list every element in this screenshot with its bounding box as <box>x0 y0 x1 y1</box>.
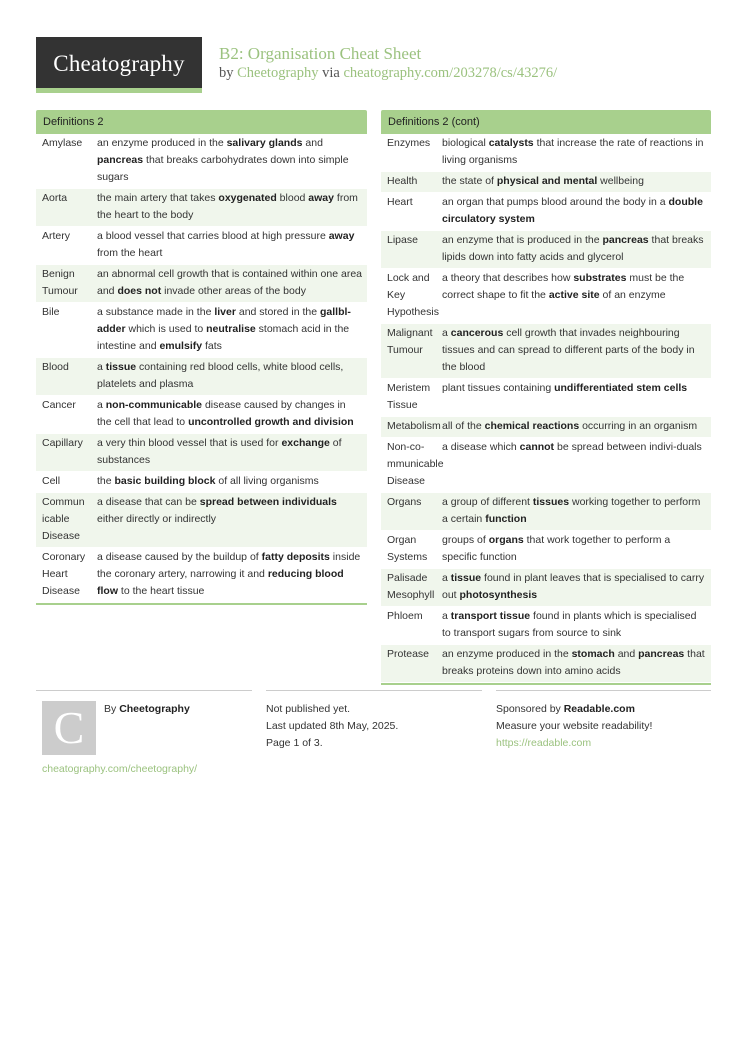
term-cell: Non-co-mmunicable Disease <box>381 438 437 493</box>
definition-cell: an enzyme produced in the salivary glands and pancreas that breaks carbohydrates down into simple sugars <box>92 134 367 189</box>
footer-sponsor <box>496 690 711 752</box>
table-row <box>381 269 711 324</box>
table-row <box>381 324 711 379</box>
definition-cell: a non-communicable disease caused by changes in the cell that lead to uncontrolled growth and division <box>92 396 367 434</box>
footer-by <box>104 701 190 718</box>
term-cell: Amylase <box>36 134 92 189</box>
term-cell: Artery <box>36 227 92 265</box>
last-updated: Last updated 8th May, 2025. <box>266 720 399 732</box>
table-row <box>36 493 367 548</box>
definition-cell: biological catalysts that increase the rate of reactions in living organisms <box>437 134 711 172</box>
sponsor-name[interactable]: Readable.com <box>563 703 635 715</box>
definitions-table <box>36 134 367 603</box>
definition-cell: a tissue found in plant leaves that is specialised to carry out photosynthesis <box>437 569 711 607</box>
term-cell: Meristem Tissue <box>381 379 437 417</box>
definition-cell: a transport tissue found in plants which is specialised to transport sugars from source to sink <box>437 607 711 645</box>
cheatography-logo[interactable]: Cheatography <box>36 37 202 93</box>
definition-cell: the basic building block of all living organisms <box>92 472 367 493</box>
definition-cell: a very thin blood vessel that is used for exchange of substances <box>92 434 367 472</box>
table-row <box>36 396 367 434</box>
term-cell: Health <box>381 172 437 193</box>
byline <box>219 65 557 82</box>
definitions-section-left <box>36 110 367 605</box>
term-cell: Aorta <box>36 189 92 227</box>
author-link[interactable]: Cheetography <box>237 65 319 81</box>
term-cell: Commun icable Disease <box>36 493 92 548</box>
section-title: Definitions 2 <box>36 110 367 134</box>
definition-cell: an enzyme that is produced in the pancreas that breaks lipids down into fatty acids and glycerol <box>437 231 711 269</box>
table-row <box>381 531 711 569</box>
term-cell: Malignant Tumour <box>381 324 437 379</box>
sponsor-tagline: Measure your website readability! <box>496 720 653 732</box>
table-row <box>36 358 367 396</box>
term-cell: Cell <box>36 472 92 493</box>
definition-cell: the main artery that takes oxygenated blood away from the heart to the body <box>92 189 367 227</box>
page-number: Page 1 of 3. <box>266 737 323 749</box>
table-row <box>36 227 367 265</box>
definition-cell: a disease caused by the buildup of fatty deposits inside the coronary artery, narrowing it and reducing blood flow to the heart tissue <box>92 548 367 603</box>
footer <box>36 690 711 780</box>
term-cell: Phloem <box>381 607 437 645</box>
definition-cell: a group of different tissues working together to perform a certain function <box>437 493 711 531</box>
term-cell: Coronary Heart Disease <box>36 548 92 603</box>
term-cell: Enzymes <box>381 134 437 172</box>
footer-by-prefix: By <box>104 703 117 715</box>
table-row <box>36 134 367 189</box>
footer-author-link[interactable]: Cheetography <box>119 703 190 715</box>
footer-publish-info <box>266 690 482 752</box>
definition-cell: a substance made in the liver and stored in the gallbl-adder which is used to neutralise stomach acid in the intestine and emulsify fats <box>92 303 367 358</box>
definition-cell: an enzyme produced in the stomach and pancreas that breaks proteins down into amino acids <box>437 645 711 683</box>
table-row <box>381 493 711 531</box>
sheet-url-link[interactable]: cheatography.com/203278/cs/43276/ <box>343 65 558 81</box>
term-cell: Heart <box>381 193 437 231</box>
byline-via: via <box>322 65 340 81</box>
table-row <box>36 434 367 472</box>
footer-author <box>36 690 252 781</box>
table-row <box>36 303 367 358</box>
table-row <box>381 379 711 417</box>
definition-cell: an organ that pumps blood around the body in a double circulatory system <box>437 193 711 231</box>
table-row <box>36 472 367 493</box>
table-row <box>36 548 367 603</box>
author-profile-link[interactable]: cheatography.com/cheetography/ <box>42 763 198 775</box>
table-row <box>381 417 711 438</box>
definition-cell: a cancerous cell growth that invades neighbouring tissues and can spread to different parts of the body in the blood <box>437 324 711 379</box>
definition-cell: a tissue containing red blood cells, white blood cells, platelets and plasma <box>92 358 367 396</box>
table-row <box>36 189 367 227</box>
table-row <box>381 438 711 493</box>
sponsor-link[interactable]: https://readable.com <box>496 737 592 749</box>
definition-cell: a disease that can be spread between individuals either directly or indirectly <box>92 493 367 548</box>
term-cell: Palisade Mesophyll <box>381 569 437 607</box>
term-cell: Blood <box>36 358 92 396</box>
table-row <box>381 193 711 231</box>
term-cell: Bile <box>36 303 92 358</box>
term-cell: Organ Systems <box>381 531 437 569</box>
table-row <box>381 134 711 172</box>
term-cell: Cancer <box>36 396 92 434</box>
table-row <box>381 569 711 607</box>
sponsor-prefix: Sponsored by <box>496 703 561 715</box>
section-divider <box>381 683 711 685</box>
publish-status: Not published yet. <box>266 703 351 715</box>
definition-cell: a disease which cannot be spread between indivi-duals <box>437 438 711 493</box>
term-cell: Metabolism <box>381 417 437 438</box>
section-title: Definitions 2 (cont) <box>381 110 711 134</box>
definition-cell: an abnormal cell growth that is contained within one area and does not invade other areas of the body <box>92 265 367 303</box>
table-row <box>381 607 711 645</box>
term-cell: Capillary <box>36 434 92 472</box>
term-cell: Benign Tumour <box>36 265 92 303</box>
definitions-section-right <box>381 110 711 685</box>
byline-prefix: by <box>219 65 234 81</box>
definition-cell: a blood vessel that carries blood at high pressure away from the heart <box>92 227 367 265</box>
definition-cell: the state of physical and mental wellbeing <box>437 172 711 193</box>
definition-cell: all of the chemical reactions occurring in an organism <box>437 417 711 438</box>
table-row <box>381 231 711 269</box>
page-title: B2: Organisation Cheat Sheet <box>219 44 422 63</box>
table-row <box>36 265 367 303</box>
definition-cell: groups of organs that work together to perform a specific function <box>437 531 711 569</box>
term-cell: Lipase <box>381 231 437 269</box>
sponsor-line <box>496 701 711 718</box>
table-row <box>381 172 711 193</box>
table-row <box>381 645 711 683</box>
term-cell: Protease <box>381 645 437 683</box>
section-divider <box>36 603 367 605</box>
term-cell: Organs <box>381 493 437 531</box>
author-avatar: C <box>42 701 96 755</box>
definitions-table <box>381 134 711 683</box>
definition-cell: plant tissues containing undifferentiated stem cells <box>437 379 711 417</box>
term-cell: Lock and Key Hypothesis <box>381 269 437 324</box>
definition-cell: a theory that describes how substrates must be the correct shape to fit the active site of an enzyme <box>437 269 711 324</box>
